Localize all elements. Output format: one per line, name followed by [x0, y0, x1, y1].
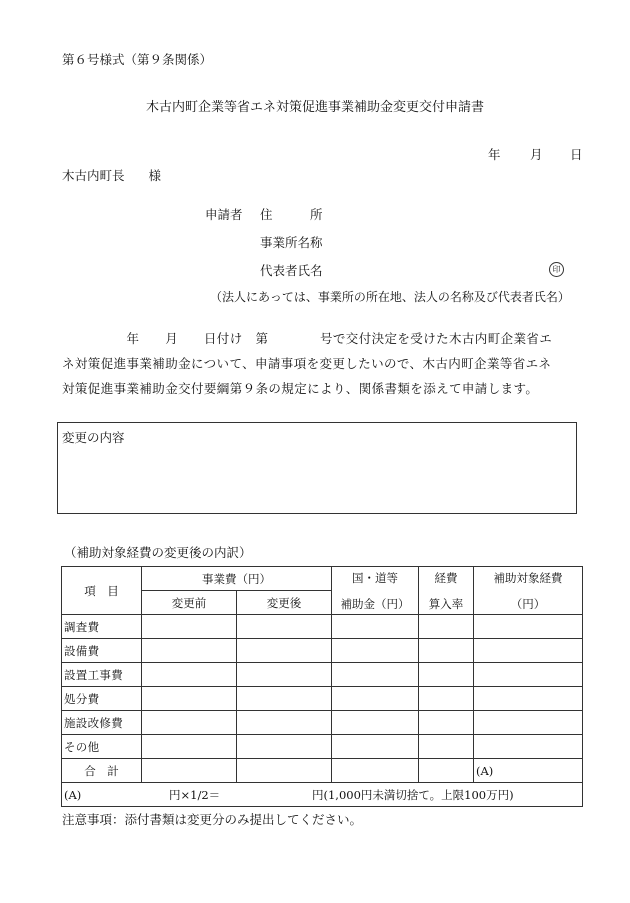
cell-after[interactable] [237, 711, 332, 735]
calc-formula: 円×1/2＝ [169, 787, 221, 802]
calc-result: 円(1,000円未満切捨て。上限100万円) [312, 787, 514, 802]
header-rate [419, 567, 474, 615]
header-rate-line1: 経費 [434, 570, 458, 585]
cell-eligible[interactable] [474, 711, 583, 735]
cell-after[interactable] [237, 639, 332, 663]
cell-after[interactable] [237, 615, 332, 639]
row-label: 施設改修費 [62, 711, 142, 735]
cell-after[interactable] [237, 687, 332, 711]
applicant-address-label: 住 所 [260, 207, 323, 222]
table-row [62, 711, 583, 735]
cell-eligible[interactable] [474, 639, 583, 663]
date-month-label: 月 [530, 147, 543, 162]
cell-subsidy[interactable] [332, 759, 419, 783]
row-label: 設備費 [62, 639, 142, 663]
cell-subsidy[interactable] [332, 663, 419, 687]
cell-after[interactable] [237, 663, 332, 687]
cell-before[interactable] [142, 639, 237, 663]
form-number: 第６号様式（第９条関係） [62, 52, 213, 67]
addressee-name: 木古内町長 [62, 168, 125, 183]
cell-after[interactable] [237, 759, 332, 783]
total-label: 合 計 [62, 759, 142, 783]
table-row [62, 615, 583, 639]
cell-eligible[interactable] [474, 735, 583, 759]
table-row [62, 735, 583, 759]
application-body [62, 326, 582, 401]
total-mark: (A) [476, 763, 494, 778]
cell-rate[interactable] [419, 735, 474, 759]
cell-before[interactable] [142, 687, 237, 711]
cell-rate[interactable] [419, 759, 474, 783]
header-subsidy [332, 567, 419, 615]
header-eligible-line2: （円） [510, 596, 546, 611]
row-label: その他 [62, 735, 142, 759]
header-subsidy-line1: 国・道等 [352, 570, 398, 585]
document-title: 木古内町企業等省エネ対策促進事業補助金変更交付申請書 [145, 100, 484, 115]
cell-before[interactable] [142, 711, 237, 735]
cell-subsidy[interactable] [332, 711, 419, 735]
header-rate-line2: 算入率 [428, 596, 464, 611]
breakdown-title: （補助対象経費の変更後の内訳） [64, 545, 252, 560]
cell-after[interactable] [237, 735, 332, 759]
header-item: 項 目 [62, 567, 142, 615]
cell-eligible[interactable] [474, 663, 583, 687]
addressee-honorific: 様 [148, 168, 162, 183]
cell-rate[interactable] [419, 687, 474, 711]
table-row [62, 639, 583, 663]
body-line-1: 年 月 日付け 第 号で交付決定を受けた木古内町企業省エ [62, 331, 553, 346]
cell-rate[interactable] [419, 615, 474, 639]
cost-breakdown-table [61, 566, 583, 807]
calc-mark: (A) [64, 787, 82, 802]
header-after: 変更後 [237, 591, 332, 615]
seal-mark: 印 [549, 262, 564, 277]
total-eligible-cell[interactable] [474, 759, 583, 783]
header-subsidy-line2: 補助金（円） [340, 596, 410, 611]
cell-before[interactable] [142, 759, 237, 783]
applicant-label: 申請者 [205, 207, 243, 222]
attention-note: 注意事項：添付書類は変更分のみ提出してください。 [62, 812, 363, 827]
cell-eligible[interactable] [474, 687, 583, 711]
cell-eligible[interactable] [474, 615, 583, 639]
header-eligible [474, 567, 583, 615]
change-content-box[interactable] [57, 422, 577, 514]
cell-before[interactable] [142, 735, 237, 759]
cell-rate[interactable] [419, 639, 474, 663]
applicant-office-name-label: 事業所名称 [260, 235, 323, 250]
body-line-3: 対策促進事業補助金交付要綱第９条の規定により、関係書類を添えて申請します。 [62, 381, 539, 396]
row-label: 調査費 [62, 615, 142, 639]
row-label: 設置工事費 [62, 663, 142, 687]
table-row [62, 663, 583, 687]
cell-rate[interactable] [419, 663, 474, 687]
cell-rate[interactable] [419, 711, 474, 735]
header-eligible-line1: 補助対象経費 [493, 570, 563, 585]
cell-subsidy[interactable] [332, 615, 419, 639]
date-year-label: 年 [488, 147, 501, 162]
table-row [62, 687, 583, 711]
calculation-cell[interactable] [62, 783, 583, 807]
change-content-label: 変更の内容 [62, 430, 125, 445]
cell-subsidy[interactable] [332, 639, 419, 663]
addressee [62, 166, 161, 184]
corporate-note: （法人にあっては、事業所の所在地、法人の名称及び代表者氏名） [210, 290, 570, 304]
body-line-2: ネ対策促進事業補助金について、申請事項を変更したいので、木古内町企業等省エネ [62, 356, 552, 371]
cell-subsidy[interactable] [332, 735, 419, 759]
date-day-label: 日 [570, 147, 583, 162]
total-row [62, 759, 583, 783]
applicant-representative-label: 代表者氏名 [260, 263, 323, 278]
row-label: 処分費 [62, 687, 142, 711]
header-before: 変更前 [142, 591, 237, 615]
cell-before[interactable] [142, 615, 237, 639]
cell-before[interactable] [142, 663, 237, 687]
calculation-row [62, 783, 583, 807]
header-project-cost: 事業費（円） [142, 567, 332, 591]
cell-subsidy[interactable] [332, 687, 419, 711]
